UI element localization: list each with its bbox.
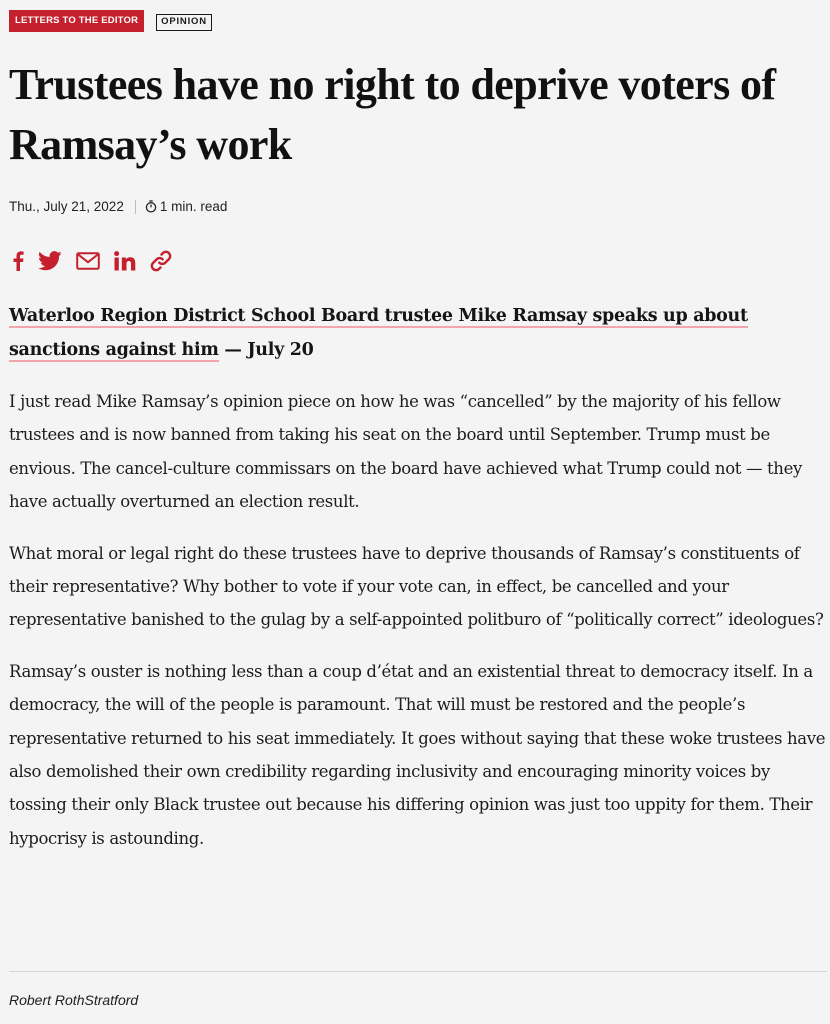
clock-icon (145, 200, 157, 213)
section-tag[interactable]: LETTERS TO THE EDITOR (9, 10, 144, 32)
share-bar (12, 248, 172, 274)
article-meta (9, 199, 227, 214)
meta-divider (135, 200, 136, 214)
divider (9, 971, 827, 972)
facebook-icon[interactable] (12, 248, 24, 274)
read-time: 1 min. read (159, 199, 228, 214)
publish-date: Thu., July 21, 2022 (9, 199, 124, 214)
body-paragraph: What moral or legal right do these trustees have to deprive thousands of Ramsay’s constituents of their representative? Why bother to vote if your vote can, in effect, be cancelled and your representative banished to the gulag by a self-appointed politburo of “politically correct” ideologues? (9, 543, 824, 630)
article-dek (9, 299, 824, 367)
linkedin-icon[interactable] (114, 248, 136, 274)
link-icon[interactable] (150, 248, 172, 274)
article-body (9, 385, 827, 873)
dek-date: — July 20 (218, 340, 314, 360)
body-paragraph: I just read Mike Ramsay’s opinion piece on how he was “cancelled” by the majority of his fellow trustees and is now banned from taking his seat on the board until September. Trump must be envious. The cancel-culture commissars on the board have achieved what Trump could not — they have actually overturned an election result. (9, 392, 802, 512)
author-signature: Robert RothStratford (9, 992, 139, 1008)
article-tags (9, 10, 212, 32)
body-paragraph: Ramsay’s ouster is nothing less than a coup d’état and an existential threat to democracy itself. In a democracy, the will of the people is paramount. That will must be restored and the people’s representative returned to his seat immediately. It goes without saying that these woke trustees have also demolished their own credibility regarding inclusivity and encouraging minority voices by tossing their only Black trustee out because his differing opinion was just too uppity for them. Their hypocrisy is astounding. (9, 661, 826, 848)
related-article-link[interactable]: Waterloo Region District School Board trustee Mike Ramsay speaks up about sanctions against him (9, 306, 748, 360)
email-icon[interactable] (76, 248, 100, 274)
opinion-tag: OPINION (156, 14, 212, 31)
twitter-icon[interactable] (38, 248, 62, 274)
article-headline: Trustees have no right to deprive voters of Ramsay’s work (9, 60, 776, 169)
